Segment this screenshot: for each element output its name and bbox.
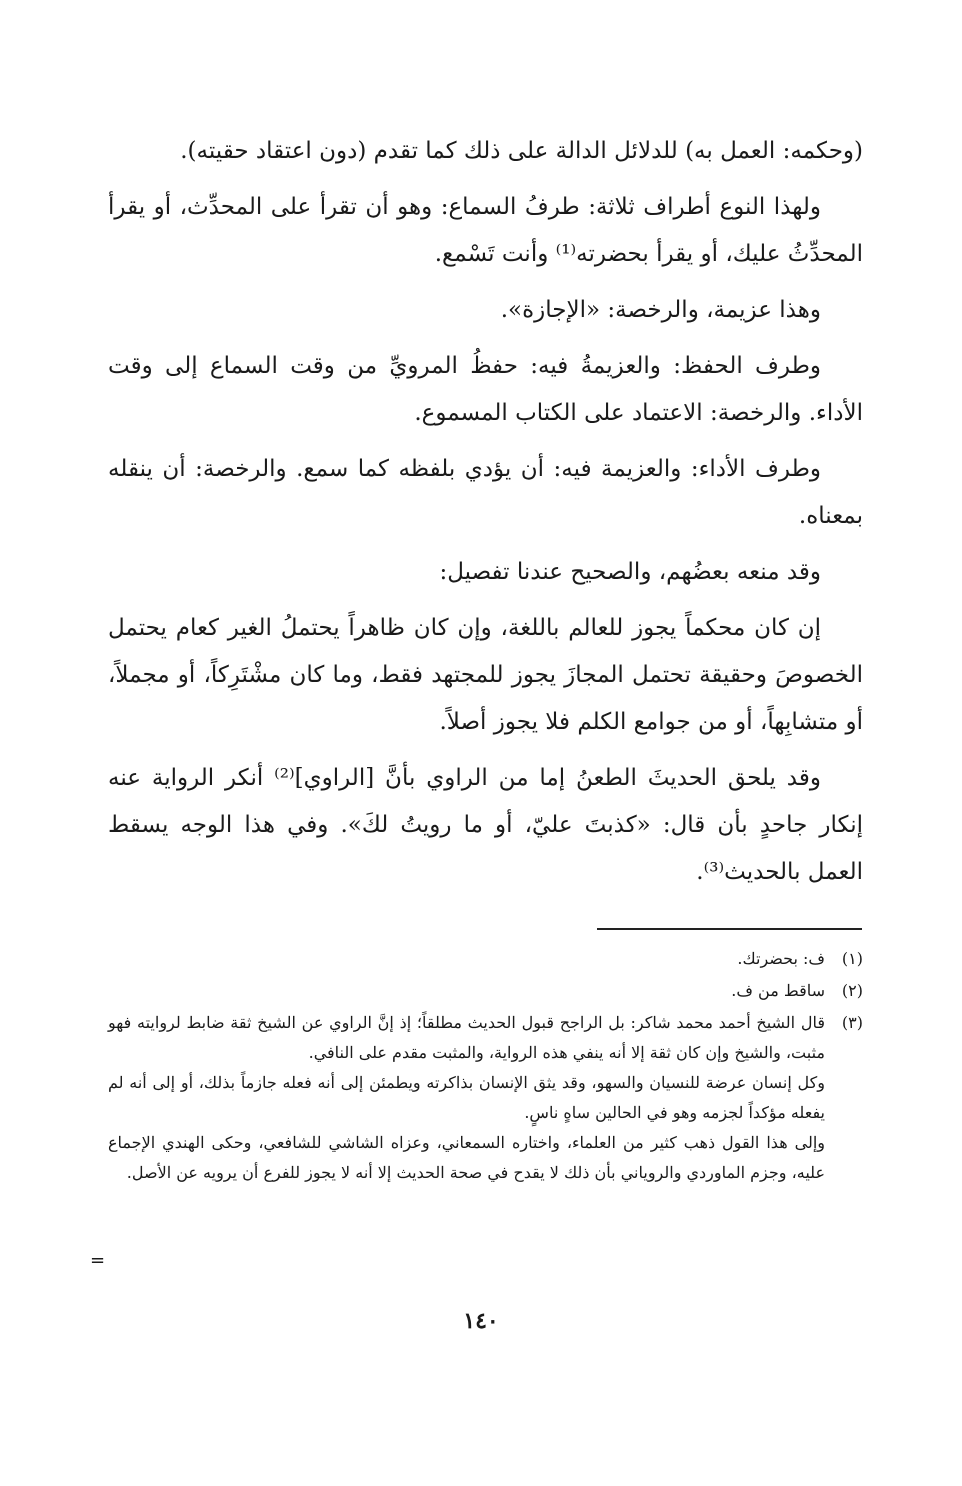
footnote-body [108, 944, 825, 974]
paragraph-criticism: وقد يلحق الحديثَ الطعنُ إما من الراوي بأنَّ [الراوي]⁽²⁾ أنكر الرواية عنه إنكار جاحدٍ بأن قال: «كذبتَ عليّ، أو ما رويتُ لكَ». وفي هذا الوجه يسقط العمل بالحديث⁽³⁾. [108, 765, 863, 885]
footnote-text: ف: بحضرتك. [737, 949, 825, 968]
footnote-text: قال الشيخ أحمد محمد شاكر: بل الراجح قبول الحديث مطلقاً؛ إذ إنَّ الراوي عن الشيخ ثقة ضابط لروايته فهو مثبت، والشيخ وإن كان ثقة إلا أنه ينفي هذه الرواية، والمثبت مقدم على النافي. [108, 1013, 825, 1062]
paragraph-memorization: وطرف الحفظ: والعزيمةُ فيه: حفظُ المرويِّ من وقت السماع إلى وقت الأداء. والرخصة: الاعتماد على الكتاب المسموع. [108, 353, 863, 426]
footnote-body [108, 976, 825, 1006]
paragraph-three-ends: ولهذا النوع أطراف ثلاثة: طرفُ السماع: وهو أن تقرأ على المحدِّث، أو يقرأ المحدِّثُ عليك، أو يقرأ بحضرته⁽¹⁾ وأنت تَسْمع. [108, 194, 863, 267]
footnote-2 [108, 976, 863, 1006]
paragraph-license: وهذا عزيمة، والرخصة: «الإجازة». [500, 297, 821, 323]
footnote-divider [597, 928, 862, 930]
main-text [108, 128, 863, 905]
paragraph-detail: إن كان محكماً يجوز للعالم باللغة، وإن كان ظاهراً يحتملُ الغير كعام يحتمل الخصوصَ وحقيقة تحتمل المجازَ يجوز للمجتهد فقط، وما كان مشْتَرِكاً، أو مجملاً، أو متشابِهاً، أو من جوامع الكلم فلا يجوز أصلاً. [108, 615, 863, 735]
footnote-1 [108, 944, 863, 974]
footnote-text: ساقط من ف. [731, 981, 825, 1000]
paragraph-ruling: (وحكمه: العمل به) للدلائل الدالة على ذلك كما تقدم (دون اعتقاد حقيته). [180, 138, 863, 164]
footnote-number: (٢) [841, 981, 863, 1000]
paragraph-delivery: وطرف الأداء: والعزيمة فيه: أن يؤدي بلفظه كما سمع. والرخصة: أن ينقله بمعناه. [108, 456, 863, 529]
paragraph-detail-intro: وقد منعه بعضُهم، والصحيح عندنا تفصيل: [439, 559, 821, 585]
footnote-number: (١) [841, 949, 863, 968]
continuation-mark: = [90, 1250, 106, 1271]
footnote-text: وإلى هذا القول ذهب كثير من العلماء، واختاره السمعاني، وعزاه الشاشي للشافعي، وحكى الهندي الإجماع عليه، وجزم الماوردي والروياني بأن ذلك لا يقدح في صحة الحديث إلا أنه لا يجوز للفرع أن يرويه عن الأصل. [108, 1133, 825, 1182]
footnote-body [108, 1008, 825, 1188]
footnote-3 [108, 1008, 863, 1188]
footnote-text: وكل إنسان عرضة للنسيان والسهو، وقد يثق الإنسان بذاكرته ويطمئن إلى أنه فعله جازماً بذلك، أو إلى أنه لم يفعله مؤكداً لجزمه وهو في الحالين ساهٍ ناسٍ. [108, 1073, 825, 1122]
footnotes [108, 944, 863, 1190]
footnote-number: (٣) [841, 1013, 863, 1032]
page-number: ١٤٠ [463, 1308, 499, 1334]
